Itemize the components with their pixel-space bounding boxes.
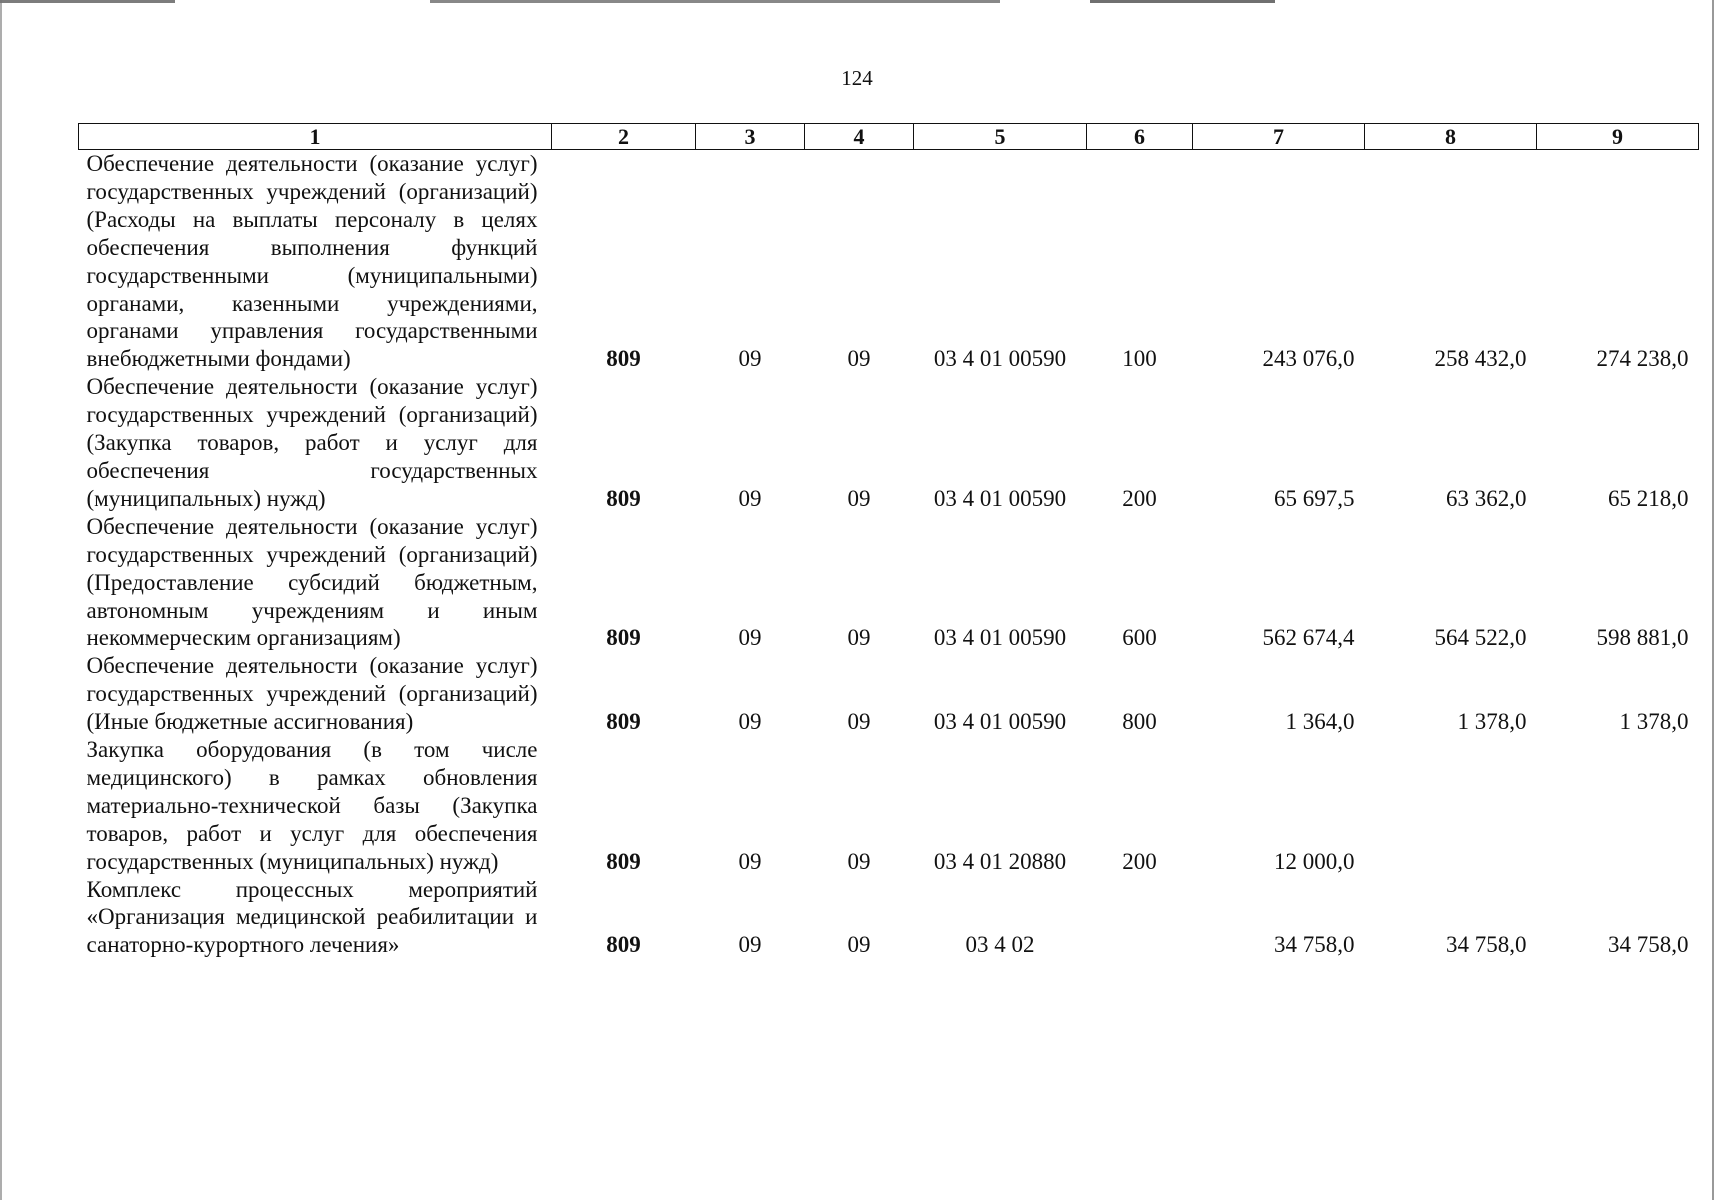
row-description: Обеспечение деятельности (оказание услуг) государственных учреждений (организаций) (Иные бюджетные ассигнования) — [86, 653, 538, 735]
amount-col8: 63 362,0 — [1446, 485, 1527, 511]
subsection-code: 09 — [847, 709, 871, 735]
column-header-8: 8 — [1365, 124, 1537, 150]
amount-col7: 12 000,0 — [1274, 848, 1355, 874]
table-row — [79, 513, 1699, 653]
chapter-code: 809 — [606, 485, 641, 511]
expense-type-code: 600 — [1122, 625, 1157, 651]
subsection-code: 09 — [847, 848, 871, 874]
table-row — [79, 373, 1699, 513]
table-row — [79, 150, 1699, 374]
budget-table — [78, 123, 1699, 959]
amount-col8: 258 432,0 — [1434, 346, 1527, 372]
expense-type-code: 800 — [1122, 709, 1157, 735]
row-description: Обеспечение деятельности (оказание услуг) государственных учреждений (организаций) (Закупка товаров, работ и услуг для обеспечения государственных (муниципальных) нужд) — [86, 374, 538, 511]
subsection-code: 09 — [847, 346, 871, 372]
row-description: Обеспечение деятельности (оказание услуг) государственных учреждений (организаций) (Расходы на выплаты персоналу в целях обеспечения выполнения функций государственными (муниципальными) органами, казенными учреждениями, органами управления государственными внебюджетными фондами) — [86, 151, 538, 372]
expense-type-code: 100 — [1122, 346, 1157, 372]
scan-edge-left — [0, 0, 2, 1200]
amount-col9: 1 378,0 — [1619, 709, 1689, 735]
target-article-code: 03 4 01 00590 — [933, 625, 1067, 651]
row-description: Обеспечение деятельности (оказание услуг) государственных учреждений (организаций) (Предоставление субсидий бюджетным, автономным учреждениям и иным некоммерческим организациям) — [86, 513, 538, 651]
expense-type-code: 200 — [1122, 485, 1157, 511]
amount-col9: 274 238,0 — [1596, 346, 1689, 372]
section-code: 09 — [738, 932, 762, 958]
column-header-7: 7 — [1193, 124, 1365, 150]
section-code: 09 — [738, 485, 762, 511]
amount-col7: 1 364,0 — [1285, 709, 1355, 735]
amount-col8: 34 758,0 — [1446, 932, 1527, 958]
amount-col9: 598 881,0 — [1596, 625, 1689, 651]
section-code: 09 — [738, 625, 762, 651]
section-code: 09 — [738, 848, 762, 874]
amount-col9: 34 758,0 — [1608, 932, 1689, 958]
column-header-5: 5 — [914, 124, 1087, 150]
column-header-6: 6 — [1087, 124, 1193, 150]
amount-col8: 564 522,0 — [1434, 625, 1527, 651]
section-code: 09 — [738, 709, 762, 735]
column-header-9: 9 — [1537, 124, 1699, 150]
amount-col8: 1 378,0 — [1457, 709, 1527, 735]
amount-col9: 65 218,0 — [1608, 485, 1689, 511]
scan-edge-top — [0, 0, 1714, 3]
amount-col7: 65 697,5 — [1274, 485, 1355, 511]
subsection-code: 09 — [847, 625, 871, 651]
column-header-1: 1 — [79, 124, 552, 150]
page-number: 124 — [841, 66, 873, 90]
target-article-code: 03 4 01 00590 — [933, 709, 1067, 735]
amount-col7: 34 758,0 — [1274, 932, 1355, 958]
row-description: Закупка оборудования (в том числе медицинского) в рамках обновления материально-технической базы (Закупка товаров, работ и услуг для обеспечения государственных (муниципальных) нужд) — [86, 737, 538, 874]
chapter-code: 809 — [606, 848, 641, 874]
table-row — [79, 652, 1699, 736]
target-article-code: 03 4 01 00590 — [933, 346, 1067, 372]
chapter-code: 809 — [606, 346, 641, 372]
amount-col9 — [1537, 736, 1699, 876]
chapter-code: 809 — [606, 709, 641, 735]
chapter-code: 809 — [606, 932, 641, 958]
amount-col7: 562 674,4 — [1262, 625, 1355, 651]
chapter-code: 809 — [606, 625, 641, 651]
subsection-code: 09 — [847, 485, 871, 511]
subsection-code: 09 — [847, 932, 871, 958]
amount-col8 — [1365, 736, 1537, 876]
amount-col7: 243 076,0 — [1262, 346, 1355, 372]
section-code: 09 — [738, 346, 762, 372]
target-article-code: 03 4 02 — [965, 932, 1035, 958]
target-article-code: 03 4 01 20880 — [933, 848, 1067, 874]
table-row — [79, 876, 1699, 960]
row-description: Комплекс процессных мероприятий «Организация медицинской реабилитации и санаторно-курортного лечения» — [86, 876, 538, 958]
expense-type-code: 200 — [1122, 848, 1157, 874]
column-header-4: 4 — [805, 124, 914, 150]
expense-type-code — [1087, 876, 1193, 960]
target-article-code: 03 4 01 00590 — [933, 485, 1067, 511]
table-row — [79, 736, 1699, 876]
table-header-row — [79, 124, 1699, 150]
column-header-2: 2 — [552, 124, 696, 150]
column-header-3: 3 — [696, 124, 805, 150]
